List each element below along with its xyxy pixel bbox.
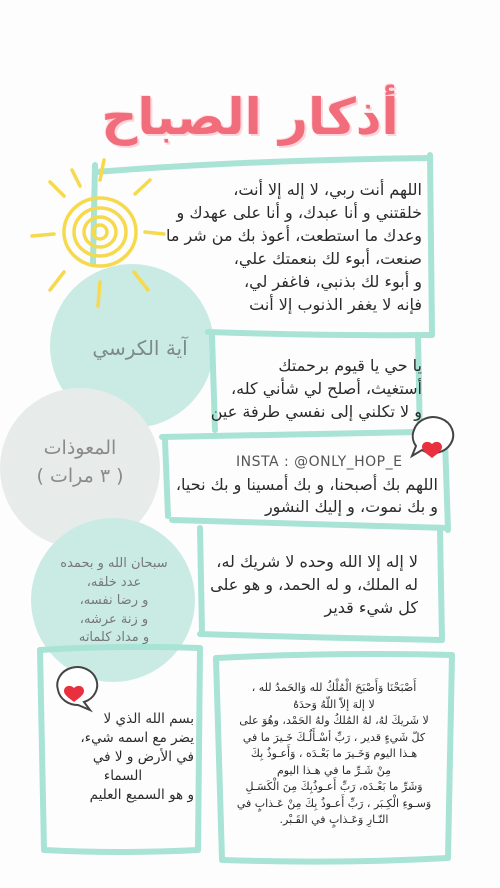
text-line: و رضا نفسه، [79,593,149,608]
text-line: بسم الله الذي لا [103,711,194,727]
ya-hayy-text [202,354,422,423]
text-line: عدد خلقه، [86,574,142,590]
text-line: لا إلهَ إلاّ اللّهُ وَحدَهُ [293,697,375,711]
ayat-kursi-label: آية الكرسي [92,336,188,360]
text-line: مِنْ شَـرِّ ما في هـذا اليوم [276,763,391,777]
text-line: له الملك، و له الحمد، و هو على [210,575,418,594]
subhan-text [42,555,186,648]
text-line: كل شيء قدير [324,598,418,617]
text-line: النّـارِ وَعَـذابٍ في القَـبْر. [279,813,389,826]
text-line: كلّ شَيءٍ قدير ، رَبِّ أسْـأَلُـكَ خَـيرَ ما في [242,730,426,744]
text-line: يا حي يا قيوم برحمتك [278,356,422,375]
text-line: السماء [103,768,143,784]
muawwidhat-label [10,434,150,490]
text-line: و هو السميع العليم [89,787,194,803]
text-line: وعدك ما استطعت، أعوذ بك من شر ما [165,226,422,245]
text-line: اللهم أنت ربي، لا إله إلا أنت، [233,180,422,199]
asbahna-text [138,474,438,518]
text-line: لا شَريكَ لهُ، لهُ المُلكُ ولهُ الحَمْد، وهُوَ على [239,714,429,727]
text-line: و مداد كلماته [78,630,150,645]
text-line: هـذا اليوم وَخَـيرَ ما بَعْـدَه ، وَأَعـوذُ بِكَ [250,747,418,760]
text-line: و زنة عرشه، [79,611,149,627]
page-title: أذكار الصباح [101,88,399,146]
text-line: سبحان الله و بحمده [60,556,168,571]
muawwidhat-count: ( ٣ مرات ) [36,465,124,487]
insta-handle: INSTA : @ONLY_HOP_E [236,454,403,470]
text-line: يضر مع اسمه شيء، [80,730,194,746]
bismillah-text [52,710,194,805]
text-line: أَصْبَحْنَا وَأَصْبَحَ الْمُلْكُ لله وَالحَمدُ لله ، [251,681,417,694]
text-line: صنعت، أبوء لك بنعمتك علي، [233,249,422,268]
text-line: وَشَرِّ ما بَعْـدَه، رَبِّ أَعـوذُبِكَ مِنَ الْكَسَـلِ [245,780,423,793]
muawwidhat-title: المعوذات [43,437,117,459]
text-line: وَسـوءِ الْكِـبَر ، رَبِّ أَعـوذُ بِكَ مِنْ عَـذابٍ في [236,796,432,810]
asbahna-mulk-text [226,680,442,829]
text-line: خلقتني و أنا عبدك، و أنا على عهدك و [176,203,422,222]
text-line: فإنه لا يغفر الذنوب إلا أنت [249,295,422,314]
text-line: اللهم بك أصبحنا، و بك أمسينا و بك نحيا، [175,475,438,494]
sayyid-istighfar-text [102,178,422,316]
text-line: و لا تكلني إلى نفسي طرفة عين [210,402,422,421]
la-ilaha-text [188,550,418,619]
text-line: لا إله إلا الله وحده لا شريك له، [216,552,418,571]
text-line: و بك نموت، و إليك النشور [264,497,438,516]
text-line: أستغيث، أصلح لي شأني كله، [230,379,422,398]
text-line: و أبوء لك بذنبي، فاغفر لي، [243,272,422,291]
text-line: في الأرض و لا في [92,749,194,765]
heart-icon [57,667,97,710]
